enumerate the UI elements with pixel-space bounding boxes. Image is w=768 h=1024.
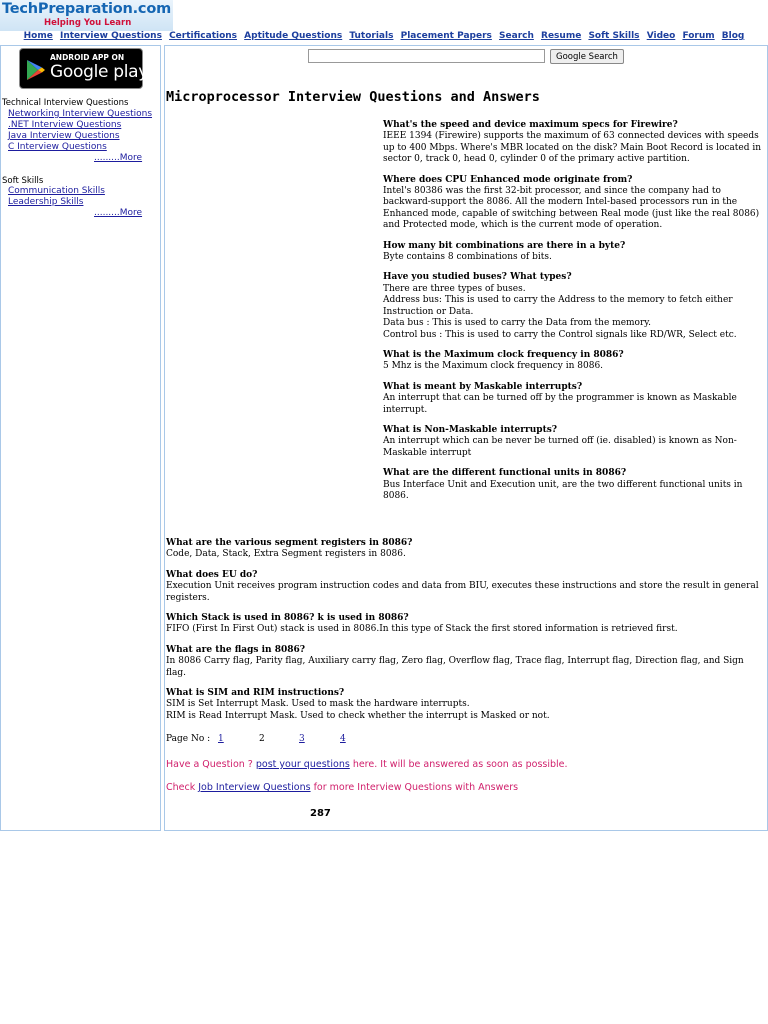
- badge-line2: Google play: [50, 62, 149, 82]
- nav-aptitude-questions[interactable]: Aptitude Questions: [244, 31, 343, 41]
- qa-item: [383, 272, 767, 340]
- nav-interview-questions[interactable]: Interview Questions: [59, 31, 162, 41]
- nav-placement-papers[interactable]: Placement Papers: [400, 31, 492, 41]
- google-play-icon: [26, 59, 46, 81]
- answer-text: SIM is Set Interrupt Mask. Used to mask the hardware interrupts. RIM is Read Interrupt Mask. Used to check whether the interrupt is Masked or not.: [166, 699, 550, 721]
- nav-forum[interactable]: Forum: [682, 31, 715, 41]
- main-content: [164, 45, 768, 831]
- sidebar-link-c[interactable]: C Interview Questions: [8, 142, 107, 152]
- answer-text: Bus Interface Unit and Execution unit, are the two different functional units in 8086.: [383, 479, 743, 501]
- answer-text: Execution Unit receives program instruction codes and data from BIU, executes these instructions and store the result in general registers.: [166, 581, 759, 603]
- qa-item: [166, 613, 764, 636]
- question-text: Which Stack is used in 8086? k is used in 8086?: [166, 613, 409, 624]
- soft-skills-more-link[interactable]: .........More: [94, 208, 143, 218]
- search-input[interactable]: [308, 49, 545, 63]
- technical-links: [8, 109, 152, 153]
- badge-line1: ANDROID APP ON: [50, 53, 125, 62]
- sidebar-link-dotnet[interactable]: .NET Interview Questions: [8, 120, 122, 130]
- qa-item: [383, 425, 767, 459]
- google-play-badge[interactable]: [19, 48, 149, 89]
- google-search-button[interactable]: Google Search: [550, 49, 624, 64]
- nav-tutorials[interactable]: Tutorials: [349, 31, 394, 41]
- nav-resume[interactable]: Resume: [541, 31, 582, 41]
- question-text: What are the various segment registers in 8086?: [166, 538, 413, 548]
- qa-item: [166, 538, 764, 561]
- sidebar-link-java[interactable]: Java Interview Questions: [8, 131, 120, 141]
- answer-text: An interrupt that can be turned off by the programmer is known as Maskable interrupt.: [383, 393, 737, 415]
- qa-item: [383, 120, 767, 166]
- logo-tagline: Helping You Learn: [44, 18, 132, 28]
- post-questions-link[interactable]: post your questions: [255, 759, 350, 770]
- nav-blog[interactable]: Blog: [721, 31, 745, 41]
- question-text: What are the flags in 8086?: [166, 644, 306, 655]
- job-interview-questions-link[interactable]: Job Interview Questions: [198, 782, 311, 793]
- question-text: Have you studied buses? What types?: [383, 272, 572, 283]
- question-prompt: Have a Question ? post your questions here. It will be answered as soon as possible.: [166, 759, 568, 770]
- answer-text: There are three types of buses. Address bus: This is used to carry the Address to the memory to fetch either Instruction or Data. Data bus : This is used to carry the Data from the memory. Control bus : This is used to carry the Control signals like RD/WR, Select etc.: [383, 283, 737, 340]
- question-text: What's the speed and device maximum specs for Firewire?: [383, 120, 678, 130]
- question-text: Where does CPU Enhanced mode originate from?: [383, 174, 633, 185]
- site-logo[interactable]: [0, 0, 173, 31]
- check-more-prompt: Check Job Interview Questions for more Interview Questions with Answers: [166, 782, 519, 793]
- qa-item: [383, 468, 767, 502]
- question-text: What are the different functional units in 8086?: [383, 468, 627, 479]
- question-text: What is SIM and RIM instructions?: [166, 688, 345, 699]
- visit-counter: 287: [310, 808, 331, 819]
- answer-text: 5 Mhz is the Maximum clock frequency in 8086.: [383, 361, 604, 372]
- qa-item: [166, 688, 764, 722]
- page-link-3[interactable]: 3: [299, 734, 305, 744]
- qa-list-right: [383, 120, 767, 511]
- nav-search[interactable]: Search: [499, 31, 534, 41]
- soft-skills-links: [8, 186, 105, 208]
- soft-skills-section-title: Soft Skills: [2, 176, 44, 186]
- qa-item: [383, 175, 767, 232]
- answer-text: FIFO (First In First Out) stack is used in 8086.In this type of Stack the first stored information is retrieved first.: [166, 624, 678, 635]
- left-sidebar: [0, 45, 161, 831]
- page-current: 2: [259, 734, 265, 744]
- answer-text: Intel's 80386 was the first 32-bit processor, and since the company had to backward-support the 8086. All the modern Intel-based processors run in the Enhanced mode, capable of switching between Real mode (just like the real 8086) and Protected mode, which is the current mode of operation.: [383, 186, 760, 231]
- page-link-4[interactable]: 4: [340, 734, 346, 744]
- qa-item: [383, 382, 767, 416]
- answer-text: IEEE 1394 (Firewire) supports the maximum of 63 connected devices with speeds up to 400 Mbps. Where's MBR located on the disk? Main Boot Record is located in sector 0, track 0, head 0, cylinder 0 of the primary active partition.: [383, 131, 762, 165]
- pager-label: Page No :: [166, 734, 211, 744]
- answer-text: Byte contains 8 combinations of bits.: [383, 252, 552, 263]
- qa-item: [383, 350, 767, 373]
- answer-text: Code, Data, Stack, Extra Segment registers in 8086.: [166, 549, 406, 560]
- top-navigation: [0, 31, 768, 41]
- question-text: What does EU do?: [166, 569, 258, 580]
- nav-soft-skills[interactable]: Soft Skills: [588, 31, 640, 41]
- question-text: What is meant by Maskable interrupts?: [383, 381, 583, 392]
- logo-brand-text: TechPreparation.com: [2, 1, 171, 17]
- question-text: What is Non-Maskable interrupts?: [383, 424, 558, 435]
- answer-text: In 8086 Carry flag, Parity flag, Auxiliary carry flag, Zero flag, Overflow flag, Trace flag, Interrupt flag, Direction flag, and Sign flag.: [166, 656, 744, 678]
- sidebar-link-networking[interactable]: Networking Interview Questions: [8, 109, 153, 119]
- technical-more-link[interactable]: .........More: [94, 153, 143, 163]
- sidebar-link-communication[interactable]: Communication Skills: [8, 186, 105, 196]
- qa-item: [166, 570, 764, 604]
- pagination: [166, 734, 346, 744]
- nav-home[interactable]: Home: [23, 31, 53, 41]
- question-text: How many bit combinations are there in a byte?: [383, 240, 626, 251]
- nav-video[interactable]: Video: [646, 31, 676, 41]
- page-title: Microprocessor Interview Questions and Answers: [166, 89, 540, 105]
- technical-section-title: Technical Interview Questions: [2, 98, 129, 108]
- qa-item: [383, 241, 767, 264]
- answer-text: An interrupt which can be never be turned off (ie. disabled) is known as Non-Maskable interrupt: [383, 436, 737, 458]
- page-link-1[interactable]: 1: [218, 734, 224, 744]
- qa-list-full: [166, 538, 764, 731]
- question-text: What is the Maximum clock frequency in 8086?: [383, 349, 624, 360]
- nav-certifications[interactable]: Certifications: [169, 31, 238, 41]
- qa-item: [166, 645, 764, 679]
- sidebar-link-leadership[interactable]: Leadership Skills: [8, 197, 84, 207]
